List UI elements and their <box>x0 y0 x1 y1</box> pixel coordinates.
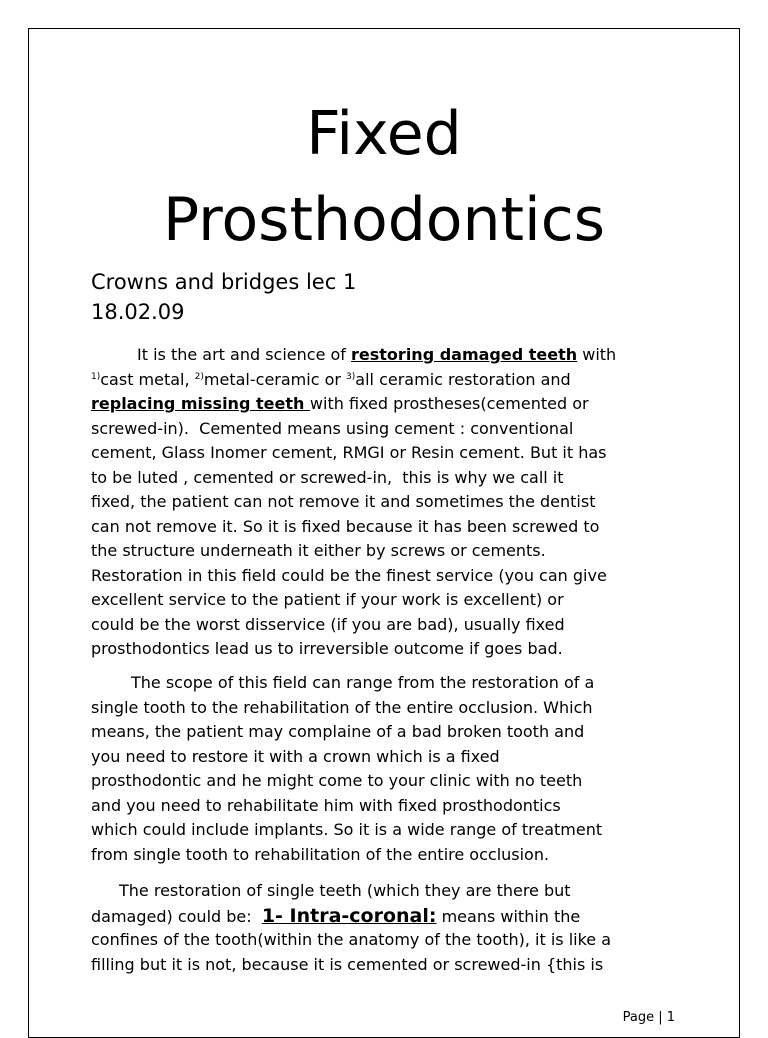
text-run: It is the art and science of <box>137 345 352 364</box>
paragraph-line: Restoration in this field could be the finest service (you can give <box>91 565 607 585</box>
paragraph-scope <box>91 671 691 867</box>
paragraph-line <box>91 343 691 368</box>
paragraph-single-teeth <box>91 879 691 977</box>
document-page <box>28 28 740 1038</box>
paragraph-line: the structure underneath it either by screws or cements. <box>91 541 546 560</box>
paragraph-line: The scope of this field can range from the restoration of a <box>131 673 595 692</box>
paragraph-line <box>91 392 691 417</box>
paragraph-line: prosthodontic and he might come to your clinic with no teeth <box>91 771 583 790</box>
paragraph-definition <box>91 343 691 662</box>
text-run: with <box>577 345 617 364</box>
paragraph-line: can not remove it. So it is fixed because it has been screwed to <box>91 516 600 536</box>
paragraph-line: filling but it is not, because it is cemented or screwed-in {this is <box>91 954 604 974</box>
text-run: all ceramic restoration and <box>355 369 571 389</box>
section-heading: 1- Intra-coronal: <box>261 904 437 927</box>
paragraph-line: fixed, the patient can not remove it and sometimes the dentist <box>91 492 596 511</box>
text-run: damaged) could be: <box>91 906 262 926</box>
paragraph-line: and you need to rehabilitate him with fixed prosthodontics <box>91 795 561 815</box>
paragraph-line: means, the patient may complaine of a bad broken tooth and <box>91 722 585 741</box>
paragraph-line: excellent service to the patient if your work is excellent) or <box>91 590 564 609</box>
lecture-name: Crowns and bridges lec 1 <box>91 270 357 294</box>
paragraph-line: you need to restore it with a crown which is a fixed <box>91 746 500 766</box>
text-run: means within the <box>436 906 581 926</box>
paragraph-line: to be luted , cemented or screwed-in, this is why we call it <box>91 467 564 487</box>
page-title <box>29 91 739 263</box>
paragraph-line: The restoration of single teeth (which they are there but <box>119 881 571 900</box>
paragraph-line: cement, Glass Inomer cement, RMGI or Resin cement. But it has <box>91 443 607 462</box>
footnote-marker: 2) <box>194 371 204 382</box>
paragraph-line: could be the worst disservice (if you are bad), usually fixed <box>91 614 565 634</box>
paragraph-line: screwed-in). Cemented means using cement : conventional <box>91 418 574 438</box>
paragraph-line <box>91 904 691 929</box>
text-run: metal-ceramic or <box>203 369 347 389</box>
paragraph-line: from single tooth to rehabilitation of the entire occlusion. <box>91 844 550 864</box>
text-run: cast metal, <box>100 369 195 389</box>
footnote-marker: 3) <box>346 371 356 382</box>
paragraph-line <box>91 368 691 393</box>
paragraph-line: confines of the tooth(within the anatomy of the tooth), it is like a <box>91 930 612 949</box>
title-line-1: Fixed <box>306 99 462 169</box>
paragraph-line: single tooth to the rehabilitation of the entire occlusion. Which <box>91 697 593 717</box>
title-line-2: Prosthodontics <box>163 185 605 255</box>
paragraph-line: which could include implants. So it is a wide range of treatment <box>91 820 603 839</box>
page-number: Page | 1 <box>622 1010 675 1025</box>
text-run: with fixed prostheses(cemented or <box>309 394 589 413</box>
footnote-marker: 1) <box>91 371 101 382</box>
key-term: replacing missing teeth <box>91 394 310 413</box>
paragraph-line: prosthodontics lead us to irreversible outcome if goes bad. <box>91 639 563 658</box>
key-term: restoring damaged teeth <box>351 345 578 364</box>
lecture-date: 18.02.09 <box>91 300 185 324</box>
